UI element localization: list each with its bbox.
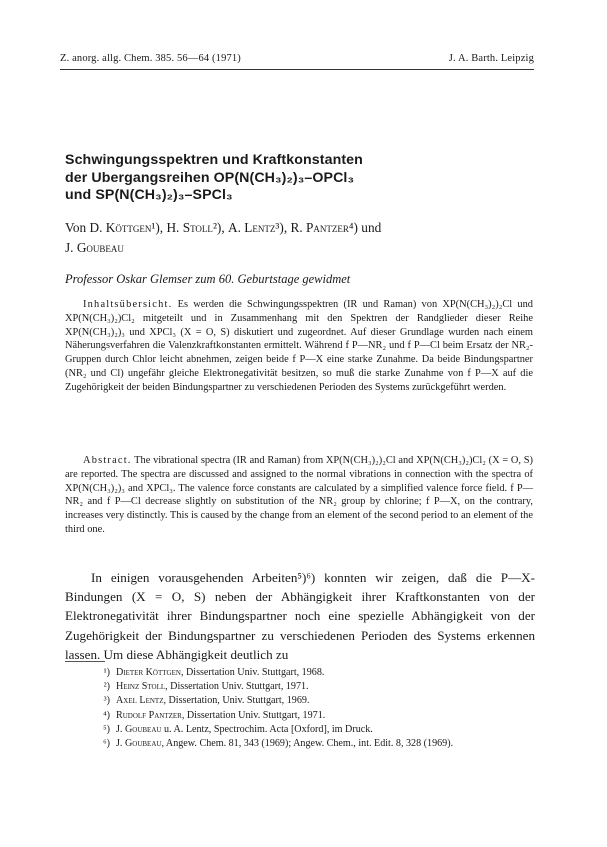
running-header	[60, 53, 534, 67]
abstract-english-label: Abstract.	[83, 455, 132, 466]
abstract-german-label: Inhaltsübersicht.	[83, 299, 173, 310]
footnote: ¹) Dieter Köttgen, Dissertation Univ. Stuttgart, 1968.	[103, 667, 325, 678]
author-1-note: ¹)	[151, 220, 160, 235]
author-list: Von D. Köttgen¹), H. Stoll²), A. Lentz³), R. Pantzer⁴) und J. Goubeau	[65, 220, 382, 255]
journal-citation: Z. anorg. allg. Chem. 385. 56—64 (1971)	[60, 53, 241, 64]
author-5: J. Goubeau	[65, 239, 124, 255]
footnotes	[90, 666, 550, 751]
body-text	[65, 568, 535, 664]
author-conjunction: und	[361, 220, 382, 235]
footnote-rule	[65, 661, 105, 662]
abstract-german-text: Es werden die Schwingungsspektren (IR und Raman) von XP(N(CH₃)₂)₂Cl und XP(N(CH₃)₂)Cl₂ mitgeteilt und in Zusammenhang mit den Spektren der Randglieder dieser Reihe XP(N(CH₃)₂)₃ und XPCl₃ (X = O, S) diskutiert und zugeordnet. Auf dieser Grundlage wurden nach einem Näherungsverfahren die Valenzkraftkonstanten ermittelt. Während f P—NR₂ und f P—Cl beim Ersatz der NR₂-Gruppen durch Chlor leicht abnehmen, zeigen beide f P—X eine starke Zunahme. Da beide Bindungspartner (NR₂ und Cl) ungefähr gleiche Elektronegativität besitzen, so muß die starke Zunahme von f P—X auf die Zugehörigkeit der beiden Bindungspartner zu verschiedenen Perioden des Systems zurückgeführt werden.	[65, 299, 533, 393]
publisher: J. A. Barth. Leipzig	[448, 53, 534, 64]
footnote: ⁵) J. Goubeau u. A. Lentz, Spectrochim. Acta [Oxford], im Druck.	[103, 723, 373, 735]
author-3: A. Lentz	[228, 220, 276, 235]
abstract-english	[65, 454, 533, 537]
title-line-1: Schwingungsspektren und Kraftkonstanten	[65, 152, 363, 168]
body-paragraph: In einigen vorausgehenden Arbeiten⁵)⁶) konnten wir zeigen, daß die P—X-Bindungen (X = O, S) neben der Abhängigkeit ihrer Kraftkonstanten von der Elektronegativität ihrer Bindungspartner noch eine spezielle Abhängigkeit von der Zugehörigkeit der Bindungspartner zu verschiedenen Perioden des Systems erkennen lassen. Um diese Abhängigkeit deutlich zu	[65, 570, 535, 662]
header-rule	[60, 69, 534, 70]
footnote: ²) Heinz Stoll, Dissertation Univ. Stuttgart, 1971.	[103, 681, 309, 693]
footnote: ³) Axel Lentz, Dissertation, Univ. Stuttgart, 1969.	[103, 695, 310, 707]
author-prefix: Von	[65, 220, 87, 235]
author-2-note: ²)	[212, 220, 222, 235]
author-3-note: ³)	[275, 220, 284, 235]
footnote: ⁶) J. Goubeau, Angew. Chem. 81, 343 (1969); Angew. Chem., int. Edit. 8, 328 (1969).	[103, 738, 454, 750]
abstract-german	[65, 298, 533, 394]
title-line-2: der Ubergangsreihen OP(N(CH₃)₂)₃–OPCl₃	[65, 169, 355, 186]
footnote: ⁴) Rudolf Pantzer, Dissertation Univ. Stuttgart, 1971.	[103, 709, 326, 721]
author-4-note: ⁴)	[348, 220, 358, 235]
article-title	[65, 152, 535, 205]
dedication: Professor Oskar Glemser zum 60. Geburtstage gewidmet	[65, 272, 351, 286]
abstract-english-text: The vibrational spectra (IR and Raman) from XP(N(CH₃)₂)₂Cl and XP(N(CH₃)₂)Cl₂ (X = O, S) are reported. The spectra are discussed and assigned to the normal vibrations in connection with the spectra of XP(N(CH₃)₂)₃ and XPCl₃. The valence force constants are calculated by a simplified valence force field. f P—NR₂ and f P—Cl decrease slightly on substitution of the NR₂ group by chlorine; f P—X, on the contrary, increases very distinctly. This is caused by the change from an element of the second period to an element of the third one.	[65, 455, 533, 535]
author-2: H. Stoll	[166, 220, 213, 235]
author-4: R. Pantzer	[290, 220, 349, 235]
author-1: D. Köttgen	[89, 220, 152, 235]
title-line-3: und SP(N(CH₃)₂)₃–SPCl₃	[65, 187, 233, 203]
